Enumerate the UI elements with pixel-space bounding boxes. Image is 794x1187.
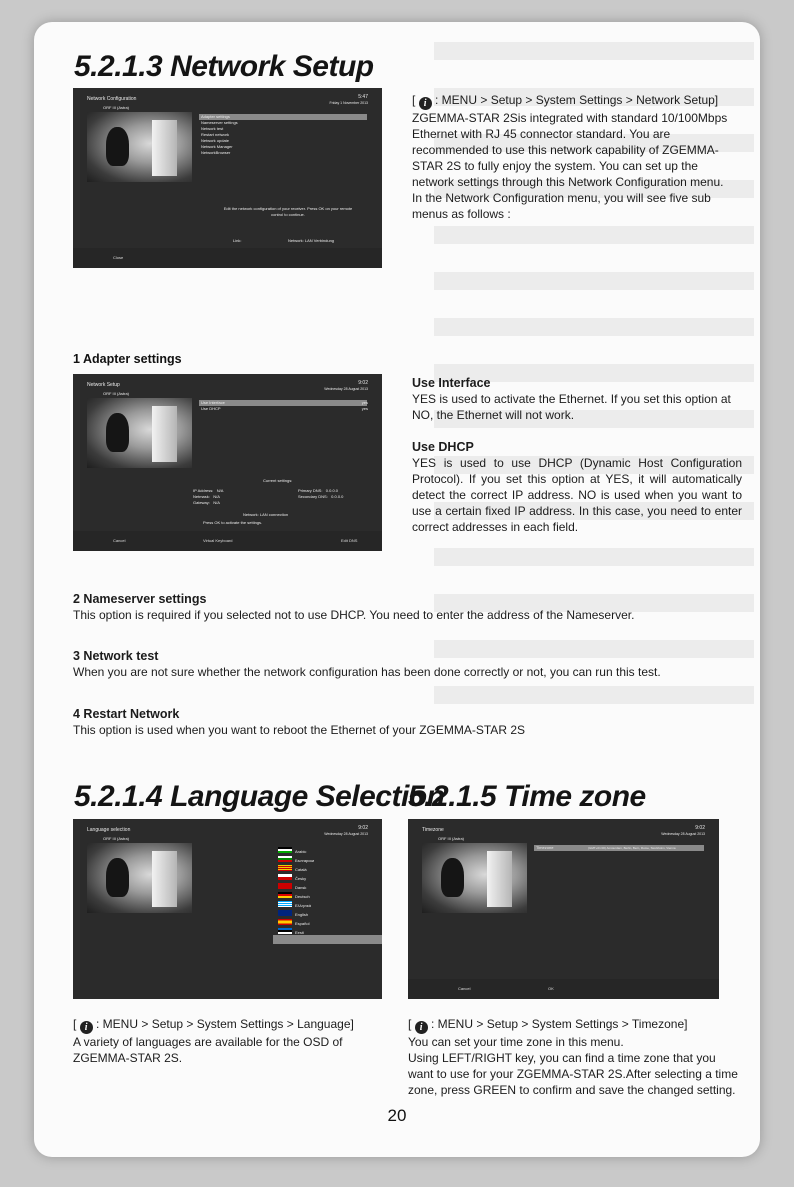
network-test-title: 3 Network test	[73, 649, 159, 663]
page-number: 20	[387, 1106, 407, 1125]
osd-title: Language selection	[87, 827, 131, 833]
osd-message: Edit the network configuration of your receiver. Press OK on your remote control to continue.	[223, 206, 353, 217]
network-setup-intro: ZGEMMA-STAR 2Sis integrated with standard 10/100Mbps Ethernet with RJ 45 connector standard. You are recommended to use this network capability of ZGEMMA-STAR 2S to fully enjoy the system. You can set up the network settings through this Network Configuration menu.	[412, 111, 728, 189]
osd-close-key: Close	[113, 255, 124, 260]
heading-time-zone: 5.2.1.5 Time zone	[408, 780, 646, 813]
osd-title: Network Setup	[87, 382, 120, 388]
osd-network: Network: LAN connection	[243, 512, 289, 517]
osd-title: Timezone	[422, 827, 444, 833]
osd-channel: ORF III (Astra)	[103, 391, 129, 396]
osd-menu: Use Interface Use DHCP	[201, 400, 225, 411]
flag-spanish-icon	[278, 919, 292, 925]
menu-highlight	[273, 935, 382, 944]
tv-preview	[87, 843, 192, 913]
screenshot-network-configuration	[73, 88, 382, 268]
info-icon: i	[80, 1021, 93, 1034]
flag-czech-icon	[278, 874, 292, 880]
osd-footer: Cancel OK	[408, 979, 719, 999]
osd-menu-values: yes yes	[361, 400, 368, 411]
nameserver-title: 2 Nameserver settings	[73, 592, 207, 606]
language-desc: A variety of languages are available for the OSD of ZGEMMA-STAR 2S.	[73, 1035, 343, 1065]
osd-clock: 5:47 Friday 1 November 2013	[329, 94, 368, 105]
flag-arabic-icon	[278, 847, 292, 853]
heading-network-setup: 5.2.1.3 Network Setup	[74, 50, 374, 83]
network-test-section	[73, 648, 743, 680]
network-setup-path: [ i : MENU > Setup > System Settings > Network Setup]	[412, 93, 719, 109]
screenshot-timezone	[408, 819, 719, 999]
nameserver-text: This option is required if you selected not to use DHCP. You need to enter the address of the Nameserver.	[73, 608, 635, 622]
osd-channel: ORF III (Astra)	[103, 836, 129, 841]
osd-clock: 9:02 Wednesday 28 August 2013	[324, 380, 368, 391]
language-text	[73, 1016, 373, 1066]
use-interface-text: YES is used to activate the Ethernet. If you set this option at NO, the Ethernet will not work.	[412, 392, 731, 422]
flag-danish-icon	[278, 883, 292, 889]
osd-current-settings: Current settings:	[263, 478, 293, 483]
network-test-text: When you are not sure whether the network configuration has been done correctly or not, you can run this test.	[73, 665, 661, 679]
adapter-settings-text	[412, 375, 742, 535]
use-interface-title: Use Interface	[412, 376, 491, 390]
osd-clock: 9:02 Wednesday 28 August 2013	[661, 825, 705, 836]
osd-hint: Press OK to activate the settings.	[203, 520, 263, 525]
osd-timezone-label: Timezone	[536, 845, 554, 850]
timezone-path: [ i : MENU > Setup > System Settings > Timezone]	[408, 1017, 688, 1033]
osd-timezone-value: (GMT+01:00) Amsterdam, Berlin, Bern, Rome, Stockholm, Vienna	[588, 846, 676, 850]
osd-title: Network Configuration	[87, 96, 137, 102]
osd-link: Link:	[233, 238, 242, 243]
flag-bulgarian-icon	[278, 856, 292, 862]
restart-network-section	[73, 706, 743, 738]
osd-menu: Adapter settings Nameserver settings Network test Restart network Network update Network Manager NetworkBrowser	[201, 114, 238, 155]
manual-page	[34, 22, 760, 1157]
network-setup-text	[412, 92, 742, 222]
flag-greek-icon	[278, 901, 292, 907]
timezone-desc-2: Using LEFT/RIGHT key, you can find a time zone that you want to use for your ZGEMMA-STAR 2S.After selecting a time zone, press GREEN to confirm and save the changed setting.	[408, 1051, 738, 1097]
osd-channel: ORF III (Astra)	[438, 836, 464, 841]
osd-dns-table: Primary DNS: 0.0.0.0 Secondary DNS: 0.0.0.0	[298, 488, 344, 499]
screenshot-adapter-settings	[73, 374, 382, 551]
tv-preview	[87, 112, 192, 182]
osd-ip-table: IP Address: N/A Netmask: N/A Gateway: N/A	[193, 488, 224, 505]
osd-channel: ORF III (Astra)	[103, 105, 129, 110]
heading-language-selection: 5.2.1.4 Language Selection	[74, 780, 445, 813]
tv-preview	[87, 398, 192, 468]
timezone-desc-1: You can set your time zone in this menu.	[408, 1035, 624, 1049]
tv-preview	[422, 843, 527, 913]
flag-english-icon	[278, 910, 292, 916]
timezone-text	[408, 1016, 738, 1098]
flag-german-icon	[278, 892, 292, 898]
flag-estonian-icon	[278, 928, 292, 934]
osd-network: Network: LAN Verbindung	[288, 238, 335, 243]
nameserver-section	[73, 591, 743, 623]
adapter-settings-title: 1 Adapter settings	[73, 352, 182, 366]
restart-network-text: This option is used when you want to reboot the Ethernet of your ZGEMMA-STAR 2S	[73, 723, 525, 737]
network-setup-submenus: In the Network Configuration menu, you will see five sub menus as follows :	[412, 191, 711, 221]
use-dhcp-title: Use DHCP	[412, 440, 474, 454]
osd-footer: Cancel Virtual Keyboard Edit DNS	[73, 531, 382, 551]
osd-language-list: Arabic Български Català Česky Dansk Deutsch Ελληνικά English Español Eesti	[295, 849, 315, 935]
flag-catalan-icon	[278, 865, 292, 871]
use-dhcp-text: YES is used to use DHCP (Dynamic Host Configuration Protocol). If you set this option at YES, it will automatically detect the correct IP address. NO is used when you want to use a certain fixed IP address. In this case, you need to enter correct addresses in each field.	[412, 456, 742, 534]
osd-footer	[73, 248, 382, 268]
info-icon: i	[419, 97, 432, 110]
restart-network-title: 4 Restart Network	[73, 707, 180, 721]
language-path: [ i : MENU > Setup > System Settings > Language]	[73, 1017, 354, 1033]
osd-clock: 9:02 Wednesday 28 August 2013	[324, 825, 368, 836]
info-icon: i	[415, 1021, 428, 1034]
screenshot-language-selection	[73, 819, 382, 999]
